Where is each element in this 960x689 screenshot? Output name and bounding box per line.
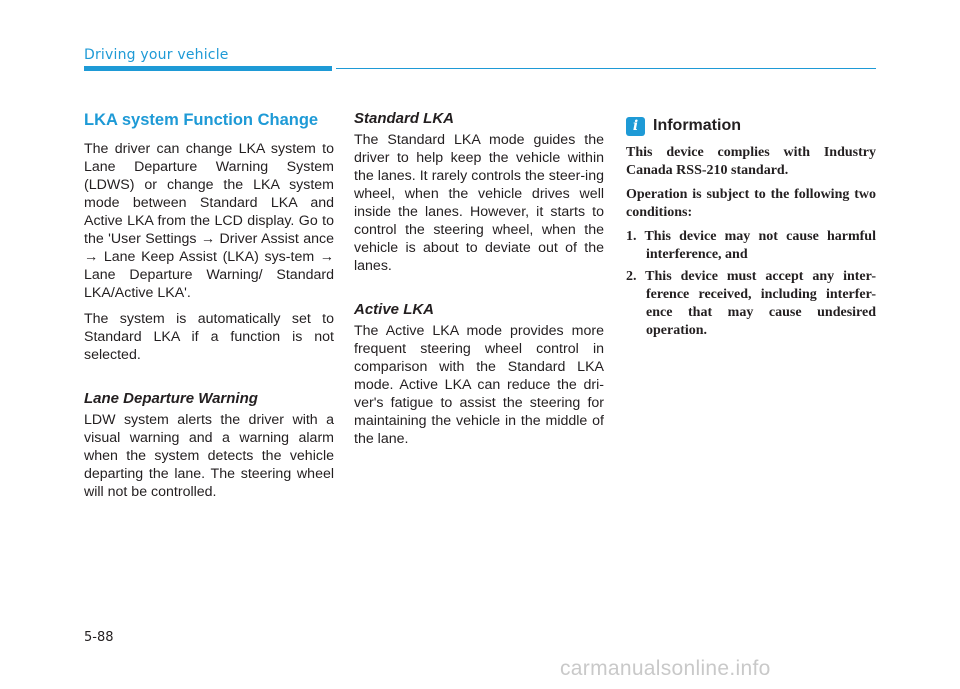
page-number: 5-88 bbox=[84, 630, 114, 645]
active-lka-title: Active LKA bbox=[354, 301, 435, 318]
information-header bbox=[626, 116, 876, 136]
intro-paragraph: The driver can change LKA system to Lane Departure Warning System (LDWS) or change the LKA system mode between Standard LKA and Active LKA from the LCD display. Go to the 'User Settings → Driver Assist ance → Lane Keep Assist (LKA) sys-tem → Lane Departure Warning/ Standard LKA/Active LKA'. bbox=[84, 141, 334, 301]
column-left bbox=[84, 110, 334, 509]
conditions-paragraph: Operation is subject to the following two conditions: bbox=[626, 187, 876, 220]
default-paragraph: The system is automatically set to Standard LKA if a function is not selected. bbox=[84, 311, 334, 363]
list-item: 1. This device may not cause harmful interference, and bbox=[626, 229, 876, 262]
watermark: carmanualsonline.info bbox=[560, 657, 771, 680]
chapter-title: Driving your vehicle bbox=[84, 47, 229, 63]
header-rule-thin bbox=[336, 68, 876, 69]
conditions-list bbox=[626, 228, 876, 340]
ldw-paragraph: LDW system alerts the driver with a visual warning and a warning alarm when the system detects the vehicle departing the lane. The steering wheel will not be controlled. bbox=[84, 412, 334, 500]
information-box bbox=[626, 110, 876, 344]
info-icon: i bbox=[626, 117, 645, 136]
standard-lka-title: Standard LKA bbox=[354, 110, 455, 127]
ldw-title: Lane Departure Warning bbox=[84, 390, 258, 407]
active-lka-paragraph: The Active LKA mode provides more frequent steering wheel control in comparison with the Standard LKA mode. Active LKA can reduce the dri-ver's fatigue to assist the steering for maintaining the vehicle in the middle of the lane. bbox=[354, 323, 604, 447]
information-title: Information bbox=[653, 117, 741, 134]
compliance-paragraph: This device complies with Industry Canada RSS-210 standard. bbox=[626, 145, 876, 178]
standard-lka-paragraph: The Standard LKA mode guides the driver to help keep the vehicle within the lanes. It rarely controls the steer-ing wheel, when the vehicle drives well inside the lanes. However, it starts to control the steering wheel, when the vehicle is about to deviate out of the lanes. bbox=[354, 132, 604, 274]
column-middle bbox=[354, 110, 604, 456]
section-title: LKA system Function Change bbox=[84, 111, 319, 129]
list-item: 2. This device must accept any inter-ference received, including interfer-ence that may cause undesired operation. bbox=[626, 269, 876, 338]
header-rule-thick bbox=[84, 66, 332, 71]
